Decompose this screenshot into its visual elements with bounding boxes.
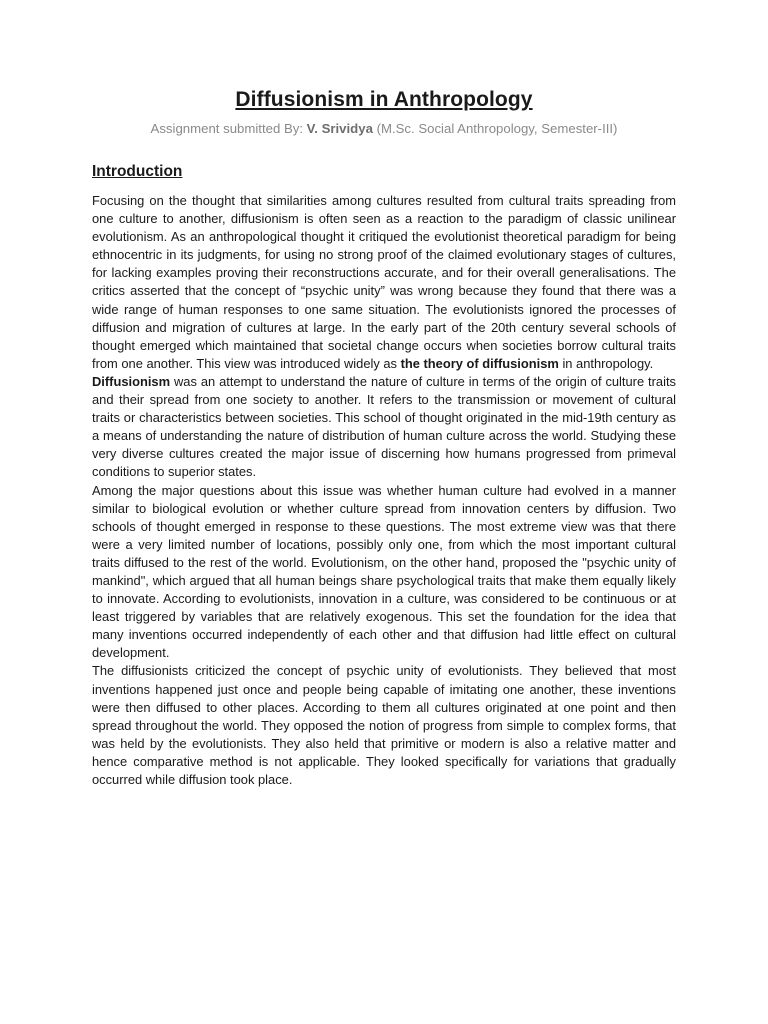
document-subtitle xyxy=(92,120,676,138)
subtitle-author: V. Srividya xyxy=(306,121,373,136)
paragraph-3-text: Among the major questions about this issue was whether human culture had evolved in a manner similar to biological evolution or whether culture spread from innovation centers by diffusion. Two schools of thought emerged in response to these questions. The most extreme view was that there were a very limited number of locations, possibly only one, from which the most important cultural traits diffused to the rest of the world. Evolutionism, on the other hand, proposed the "psychic unity of mankind", which argued that all human beings share psychological traits that make them equally likely to innovate. According to evolutionists, innovation in a culture, was considered to be continuous or at least triggered by variables that are relatively exogenous. This set the foundation for the idea that many inventions occurred independently of each other and that diffusion had little effect on cultural development. xyxy=(92,482,676,661)
paragraph-2-bold-lead: Diffusionism xyxy=(92,373,171,389)
paragraph-4-text: The diffusionists criticized the concept of psychic unity of evolutionists. They believed that most inventions happened just once and people being capable of imitating one another, these inventions were then diffused to other places. According to them all cultures originated at one point and then spread throughout the world. They opposed the notion of progress from simple to complex forms, that was held by the evolutionists. They also held that primitive or modern is also a relative matter and hence comparative method is not applicable. They looked specifically for variations that gradually occurred while diffusion took place. xyxy=(92,663,676,787)
paragraph-3 xyxy=(92,482,676,663)
section-heading-introduction: Introduction xyxy=(92,163,183,180)
subtitle-suffix: (M.Sc. Social Anthropology, Semester-III) xyxy=(372,121,618,136)
paragraph-1-text: Focusing on the thought that similarities among cultures resulted from cultural traits spreading from one culture to another, diffusionism is often seen as a reaction to the paradigm of classic unilinear evolutionism. As an anthropological thought it critiqued the evolutionist theoretical paradigm for being ethnocentric in its judgments, for using no strong proof of the claimed evolutionary stages of cultures, for lacking examples proving their reconstructions accurate, and for their overall generalisations. The critics asserted that the concept of “psychic unity” was wrong because they found that there was a wide range of human responses to one same situation. The evolutionists ignored the processes of diffusion and migration of cultures at large. In the early part of the 20th century several schools of thought emerged which maintained that societal change occurs when societies borrow cultural traits from one another. This view was introduced widely as xyxy=(92,193,676,371)
body-text xyxy=(92,192,676,789)
paragraph-4 xyxy=(92,662,676,789)
paragraph-1-text-end: in anthropology. xyxy=(558,355,654,371)
subtitle-prefix: Assignment submitted By: xyxy=(150,121,307,136)
paragraph-2-text: was an attempt to understand the nature of culture in terms of the origin of culture traits and their spread from one society to another. It refers to the transmission or movement of cultural traits or characteristics between societies. This school of thought originated in the mid-19th century as a means of understanding the nature of distribution of human culture across the world. Studying these very diverse cultures created the major issue of discerning how humans progressed from primeval conditions to superior states. xyxy=(92,373,676,480)
paragraph-1 xyxy=(92,192,676,373)
paragraph-1-bold: the theory of diffusionism xyxy=(400,355,559,371)
paragraph-2 xyxy=(92,373,676,482)
document-title: Diffusionism in Anthropology xyxy=(235,88,533,111)
